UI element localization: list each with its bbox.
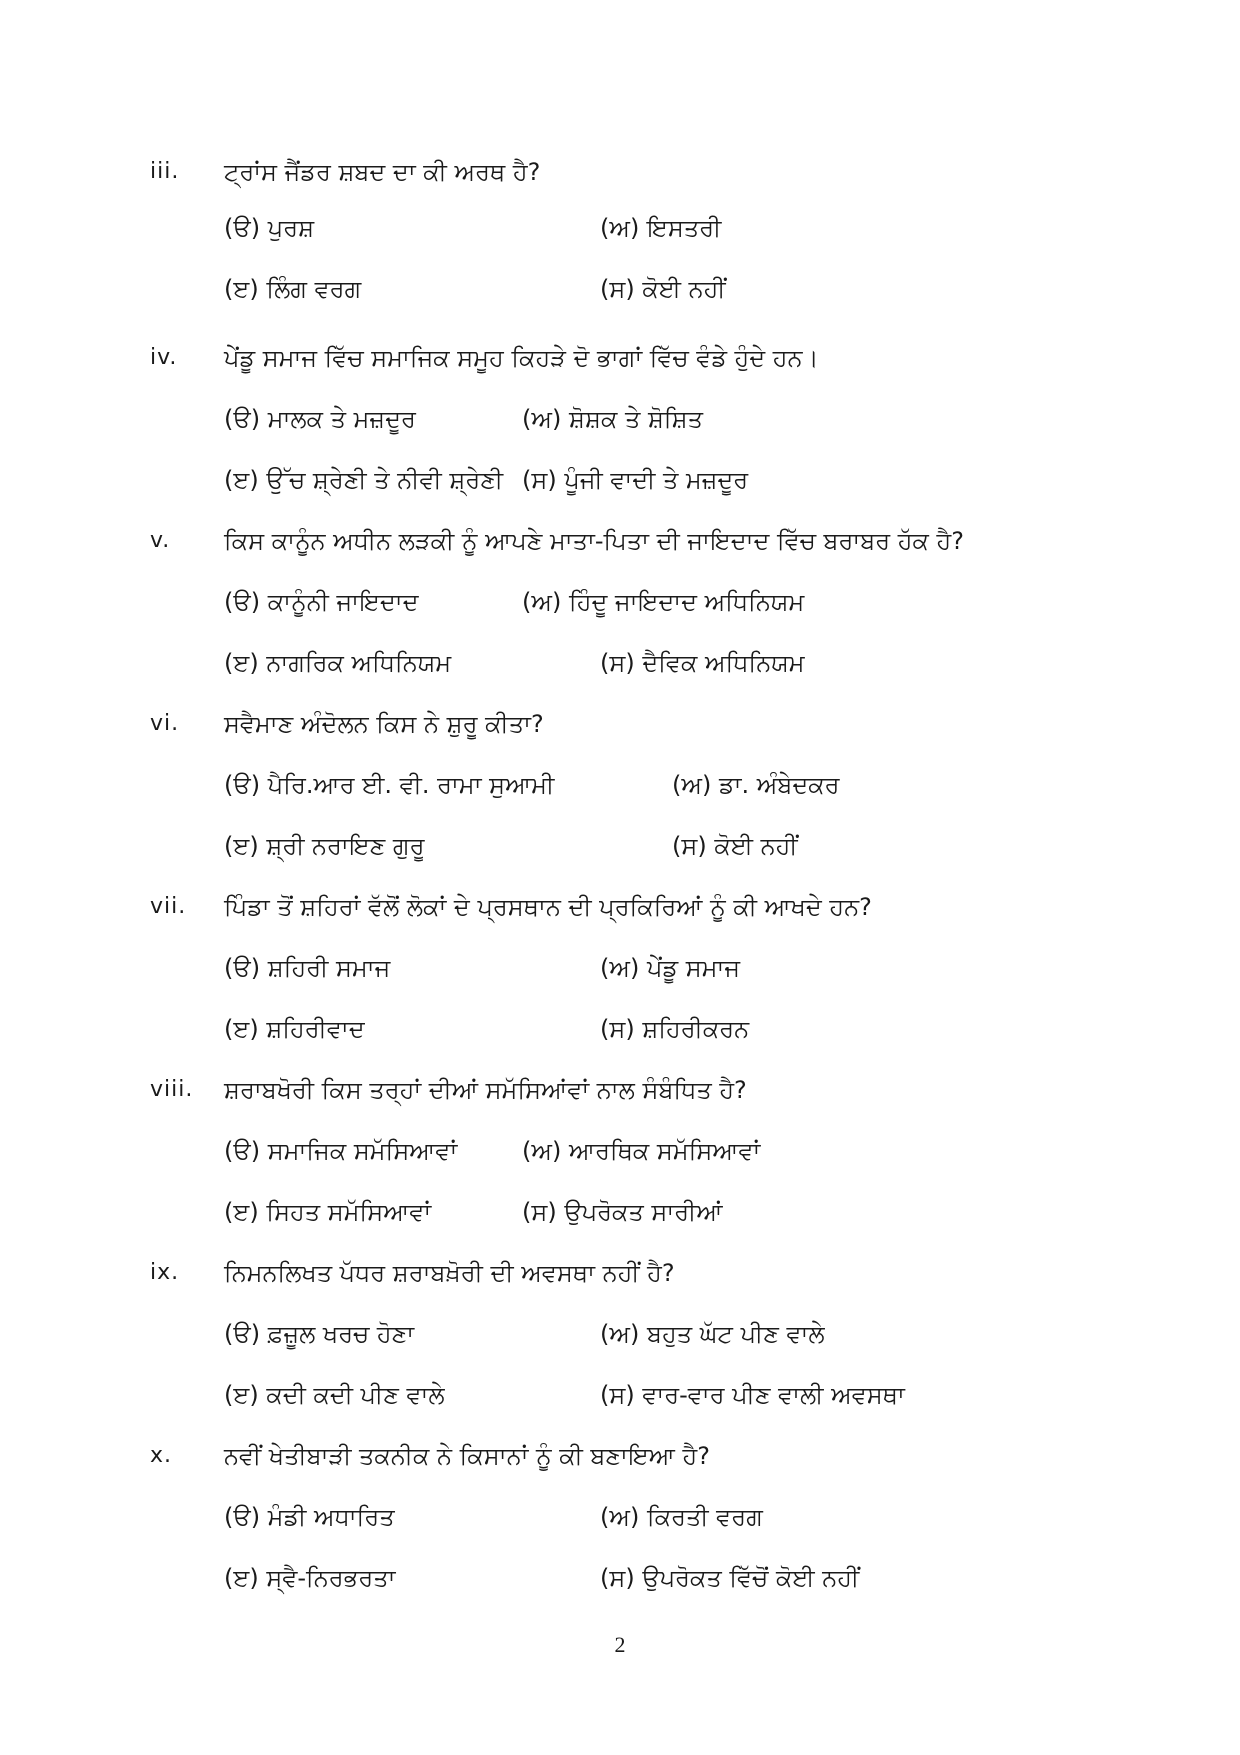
option-b: (ਅ) ਹਿੰਦੂ ਜਾਇਦਾਦ ਅਧਿਨਿਯਮ xyxy=(522,588,805,616)
question-text: ਨਵੀਂ ਖੇਤੀਬਾੜੀ ਤਕਨੀਕ ਨੇ ਕਿਸਾਨਾਂ ਨੂੰ ਕੀ ਬਣਾਇਆ ਹੈ? xyxy=(224,1442,710,1470)
page-number: 2 xyxy=(614,1632,626,1657)
question-text: ਨਿਮਨਲਿਖਤ ਪੱਧਰ ਸ਼ਰਾਬਖ਼ੋਰੀ ਦੀ ਅਵਸਥਾ ਨਹੀਂ ਹੈ? xyxy=(224,1259,675,1287)
option-b: (ਅ) ਆਰਥਿਕ ਸਮੱਸਿਆਵਾਂ xyxy=(522,1137,761,1165)
option-c: (ੲ) ਲਿੰਗ ਵਰਗ xyxy=(224,275,362,303)
question-number: iv. xyxy=(150,345,178,370)
question-text: ਪੇਂਡੂ ਸਮਾਜ ਵਿੱਚ ਸਮਾਜਿਕ ਸਮੂਹ ਕਿਹੜੇ ਦੋ ਭਾਗਾਂ ਵਿੱਚ ਵੰਡੇ ਹੁੰਦੇ ਹਨ। xyxy=(224,344,819,372)
option-d: (ਸ) ਕੋਈ ਨਹੀਂ xyxy=(600,275,726,303)
option-c: (ੲ) ਸ਼ਹਿਰੀਵਾਦ xyxy=(224,1015,365,1043)
option-d: (ਸ) ਪੂੰਜੀ ਵਾਦੀ ਤੇ ਮਜ਼ਦੂਰ xyxy=(522,466,749,494)
question-number: vii. xyxy=(150,894,187,919)
option-b: (ਅ) ਕਿਰਤੀ ਵਰਗ xyxy=(600,1503,763,1531)
option-a: (ੳ) ਮੰਡੀ ਅਧਾਰਿਤ xyxy=(224,1503,395,1531)
question-number: ix. xyxy=(150,1260,180,1285)
option-a: (ੳ) ਕਾਨੂੰਨੀ ਜਾਇਦਾਦ xyxy=(224,588,419,616)
question-text: ਟ੍ਰਾਂਸ ਜੈਂਡਰ ਸ਼ਬਦ ਦਾ ਕੀ ਅਰਥ ਹੈ? xyxy=(224,158,541,186)
option-c: (ੲ) ਸਿਹਤ ਸਮੱਸਿਆਵਾਂ xyxy=(224,1198,432,1226)
question-text: ਪਿੰਡਾ ਤੋਂ ਸ਼ਹਿਰਾਂ ਵੱਲੋਂ ਲੋਕਾਂ ਦੇ ਪ੍ਰਸਥਾਨ ਦੀ ਪ੍ਰਕਿਰਿਆਂ ਨੂੰ ਕੀ ਆਖਦੇ ਹਨ? xyxy=(224,893,872,921)
option-c: (ੲ) ਸ਼੍ਰੀ ਨਰਾਇਣ ਗੁਰੂ xyxy=(224,832,425,860)
question-number: v. xyxy=(150,528,171,553)
question-number: iii. xyxy=(150,159,180,184)
option-c: (ੲ) ਸ੍ਵੈ-ਨਿਰਭਰਤਾ xyxy=(224,1564,396,1592)
option-a: (ੳ) ਫ਼ਜ਼ੂਲ ਖਰਚ ਹੋਣਾ xyxy=(224,1320,415,1348)
option-a: (ੳ) ਸ਼ਹਿਰੀ ਸਮਾਜ xyxy=(224,954,391,982)
question-text: ਸਵੈਮਾਣ ਅੰਦੋਲਨ ਕਿਸ ਨੇ ਸ਼ੁਰੂ ਕੀਤਾ? xyxy=(224,710,544,738)
option-d: (ਸ) ਦੈਵਿਕ ਅਧਿਨਿਯਮ xyxy=(600,649,805,677)
option-d: (ਸ) ਕੋਈ ਨਹੀਂ xyxy=(672,832,798,860)
option-a: (ੳ) ਪੈਰਿ.ਆਰ ਈ. ਵੀ. ਰਾਮਾ ਸੁਆਮੀ xyxy=(224,771,555,799)
option-b: (ਅ) ਇਸਤਰੀ xyxy=(600,214,722,242)
option-a: (ੳ) ਸਮਾਜਿਕ ਸਮੱਸਿਆਵਾਂ xyxy=(224,1137,458,1165)
option-d: (ਸ) ਵਾਰ-ਵਾਰ ਪੀਣ ਵਾਲੀ ਅਵਸਥਾ xyxy=(600,1381,905,1409)
option-b: (ਅ) ਪੇਂਡੂ ਸਮਾਜ xyxy=(600,954,741,982)
option-d: (ਸ) ਸ਼ਹਿਰੀਕਰਨ xyxy=(600,1015,750,1043)
option-a: (ੳ) ਪੁਰਸ਼ xyxy=(224,214,315,242)
question-number: x. xyxy=(150,1443,173,1468)
option-c: (ੲ) ਕਦੀ ਕਦੀ ਪੀਣ ਵਾਲੇ xyxy=(224,1381,445,1409)
question-number: vi. xyxy=(150,711,180,736)
option-d: (ਸ) ਉਪਰੋਕਤ ਸਾਰੀਆਂ xyxy=(522,1198,723,1226)
option-b: (ਅ) ਸ਼ੋਸ਼ਕ ਤੇ ਸ਼ੋਸ਼ਿਤ xyxy=(522,405,704,433)
option-b: (ਅ) ਬਹੁਤ ਘੱਟ ਪੀਣ ਵਾਲੇ xyxy=(600,1320,825,1348)
option-d: (ਸ) ਉਪਰੋਕਤ ਵਿੱਚੋਂ ਕੋਈ ਨਹੀਂ xyxy=(600,1564,860,1592)
question-text: ਕਿਸ ਕਾਨੂੰਨ ਅਧੀਨ ਲੜਕੀ ਨੂੰ ਆਪਣੇ ਮਾਤਾ-ਪਿਤਾ ਦੀ ਜਾਇਦਾਦ ਵਿੱਚ ਬਰਾਬਰ ਹੱਕ ਹੈ? xyxy=(224,527,964,555)
question-text: ਸ਼ਰਾਬਖੋਰੀ ਕਿਸ ਤਰ੍ਹਾਂ ਦੀਆਂ ਸਮੱਸਿਆਂਵਾਂ ਨਾਲ ਸੰਬੰਧਿਤ ਹੈ? xyxy=(224,1076,747,1104)
option-a: (ੳ) ਮਾਲਕ ਤੇ ਮਜ਼ਦੂਰ xyxy=(224,405,416,433)
question-number: viii. xyxy=(150,1077,194,1102)
option-c: (ੲ) ਉੱਚ ਸ਼੍ਰੇਣੀ ਤੇ ਨੀਵੀ ਸ਼੍ਰੇਣੀ xyxy=(224,466,504,494)
option-c: (ੲ) ਨਾਗਰਿਕ ਅਧਿਨਿਯਮ xyxy=(224,649,452,677)
option-b: (ਅ) ਡਾ. ਅੰਬੇਦਕਰ xyxy=(672,771,840,799)
